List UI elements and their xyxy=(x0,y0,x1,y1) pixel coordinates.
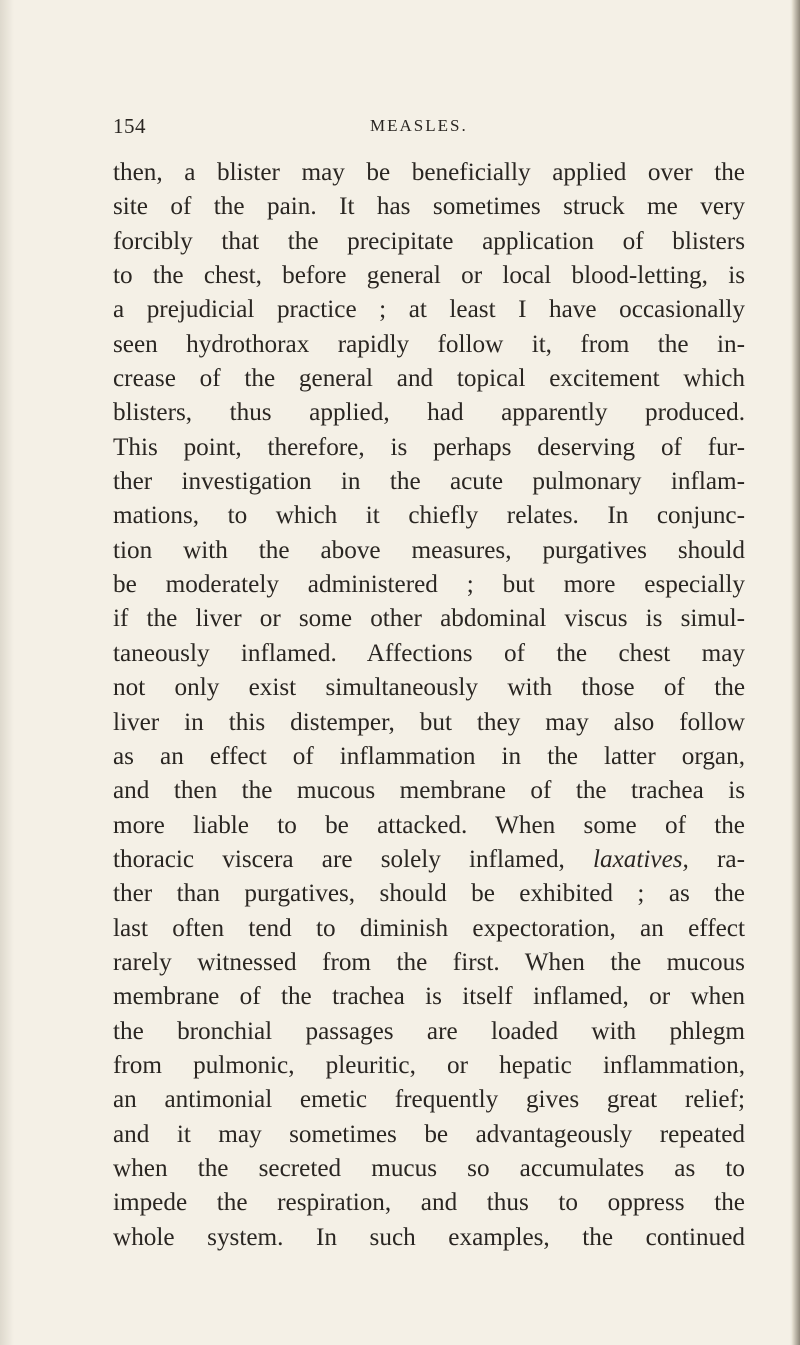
text-line: to the chest, before general or local blood-letting, is xyxy=(113,262,745,290)
text-line: as an effect of inflammation in the latter organ, xyxy=(113,742,745,770)
text-line: and then the mucous membrane of the trachea is xyxy=(113,777,745,805)
text-line: be moderately administered ; but more especially xyxy=(113,571,745,599)
text-line-with-italic xyxy=(113,843,745,877)
text-line: forcibly that the precipitate application of blisters xyxy=(113,227,745,255)
text-line: whole system. In such examples, the continued xyxy=(113,1223,745,1251)
text-line: an antimonial emetic frequently gives great relief; xyxy=(113,1086,745,1114)
text-line: This point, therefore, is perhaps deserving of fur- xyxy=(113,433,745,461)
text-line: blisters, thus applied, had apparently produced. xyxy=(113,399,745,427)
text-line: taneously inflamed. Affections of the chest may xyxy=(113,639,745,667)
text-line: liver in this distemper, but they may also follow xyxy=(113,708,745,736)
text-line: ther investigation in the acute pulmonary inflam- xyxy=(113,468,745,496)
text-line: from pulmonic, pleuritic, or hepatic inflammation, xyxy=(113,1051,745,1079)
text-line: more liable to be attacked. When some of the xyxy=(113,811,745,839)
text-line: when the secreted mucus so accumulates as to xyxy=(113,1154,745,1182)
page-edge-shadow xyxy=(792,0,800,1345)
text-line: seen hydrothorax rapidly follow it, from the in- xyxy=(113,330,745,358)
text-line: membrane of the trachea is itself inflamed, or when xyxy=(113,983,745,1011)
section-title: MEASLES. xyxy=(370,116,468,135)
text-line: the bronchial passages are loaded with phlegm xyxy=(113,1017,745,1045)
text-segment: ra- xyxy=(717,845,745,873)
text-line: if the liver or some other abdominal viscus is simul- xyxy=(113,605,745,633)
text-line: a prejudicial practice ; at least I have occasionally xyxy=(113,296,745,324)
text-line: impede the respiration, and thus to oppress the xyxy=(113,1189,745,1217)
text-line: rarely witnessed from the first. When the mucous xyxy=(113,948,745,976)
text-segment: thoracic viscera are solely inflamed, xyxy=(113,845,565,873)
italic-word: laxatives, xyxy=(593,845,689,873)
text-line: site of the pain. It has sometimes struck me very xyxy=(113,193,745,221)
text-line: ther than purgatives, should be exhibited ; as the xyxy=(113,880,745,908)
text-line: mations, to which it chiefly relates. In conjunc- xyxy=(113,502,745,530)
text-line: crease of the general and topical excitement which xyxy=(113,365,745,393)
text-line: then, a blister may be beneficially applied over the xyxy=(113,159,745,186)
text-line: not only exist simultaneously with those of the xyxy=(113,674,745,702)
page-number: 154 xyxy=(113,114,146,138)
body-text xyxy=(113,156,745,1255)
text-line: last often tend to diminish expectoration, an effect xyxy=(113,914,745,942)
text-line: and it may sometimes be advantageously repeated xyxy=(113,1120,745,1148)
running-head xyxy=(113,114,713,144)
text-line: tion with the above measures, purgatives should xyxy=(113,536,745,564)
